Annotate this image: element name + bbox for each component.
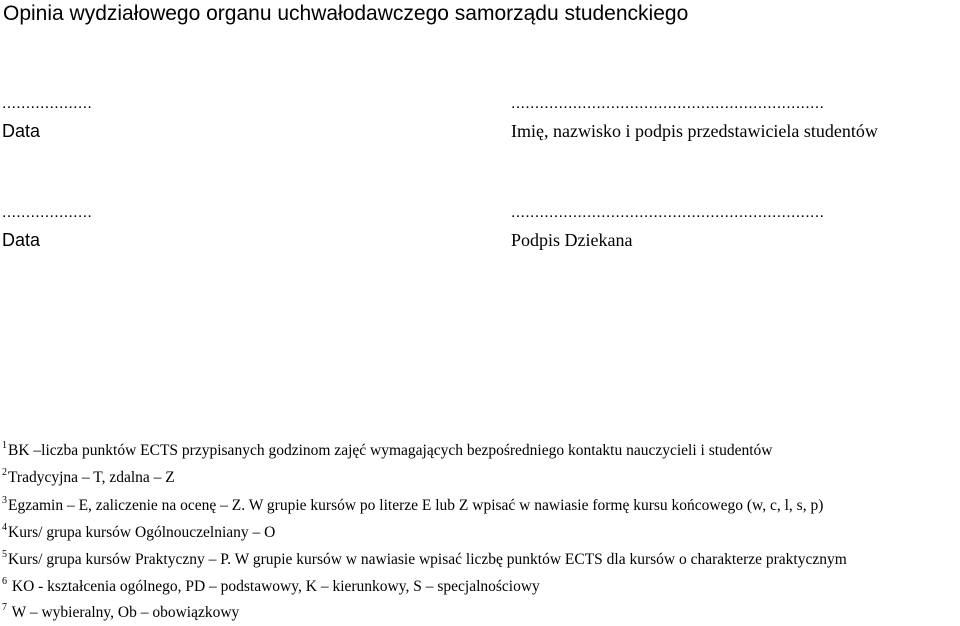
footnote-number: 5 <box>2 549 7 560</box>
footnote-number: 4 <box>2 522 7 533</box>
student-rep-signature-label: Imię, nazwisko i podpis przedstawiciela studentów <box>511 121 878 141</box>
footnote-text: Tradycyjna – T, zdalna – Z <box>8 469 175 486</box>
footnote-text: Egzamin – E, zaliczenie na ocenę – Z. W grupie kursów po literze E lub Z wpisać w nawiasie formę kursu końcowego (w, c, l, s, p) <box>8 497 824 514</box>
dean-signature-line: .................................................................. <box>511 204 825 221</box>
date-label-1: Data <box>2 121 41 141</box>
footnote-6 <box>2 578 540 596</box>
footnote-5 <box>2 551 847 569</box>
footnote-text: Kurs/ grupa kursów Ogólnouczelniany – O <box>8 524 276 541</box>
footnote-number: 2 <box>2 467 7 478</box>
footnote-number: 7 <box>2 602 7 613</box>
footnote-text: W – wybieralny, Ob – obowiązkowy <box>8 604 240 621</box>
date-signature-line-1: ................... <box>2 95 93 112</box>
footnote-1 <box>2 442 772 460</box>
footnote-text: KO - kształcenia ogólnego, PD – podstawowy, K – kierunkowy, S – specjalnościowy <box>8 578 540 595</box>
footnote-text: BK –liczba punktów ECTS przypisanych godzinom zajęć wymagających bezpośredniego kontaktu nauczycieli i studentów <box>8 442 773 459</box>
date-signature-line-2: ................... <box>2 204 93 221</box>
footnote-number: 3 <box>2 495 7 506</box>
footnote-text: Kurs/ grupa kursów Praktyczny – P. W grupie kursów w nawiasie wpisać liczbę punktów ECTS dla kursów o charakterze praktycznym <box>8 551 847 568</box>
dean-signature-label: Podpis Dziekana <box>511 230 633 250</box>
date-label-2: Data <box>2 230 41 250</box>
document-title: Opinia wydziałowego organu uchwałodawczego samorządu studenckiego <box>3 2 689 25</box>
footnote-3 <box>2 497 823 515</box>
footnote-4 <box>2 524 275 542</box>
footnote-number: 6 <box>2 576 7 587</box>
footnote-2 <box>2 469 175 487</box>
student-rep-signature-line: .................................................................. <box>511 95 825 112</box>
footnote-7 <box>2 604 239 622</box>
footnote-number: 1 <box>2 440 7 451</box>
